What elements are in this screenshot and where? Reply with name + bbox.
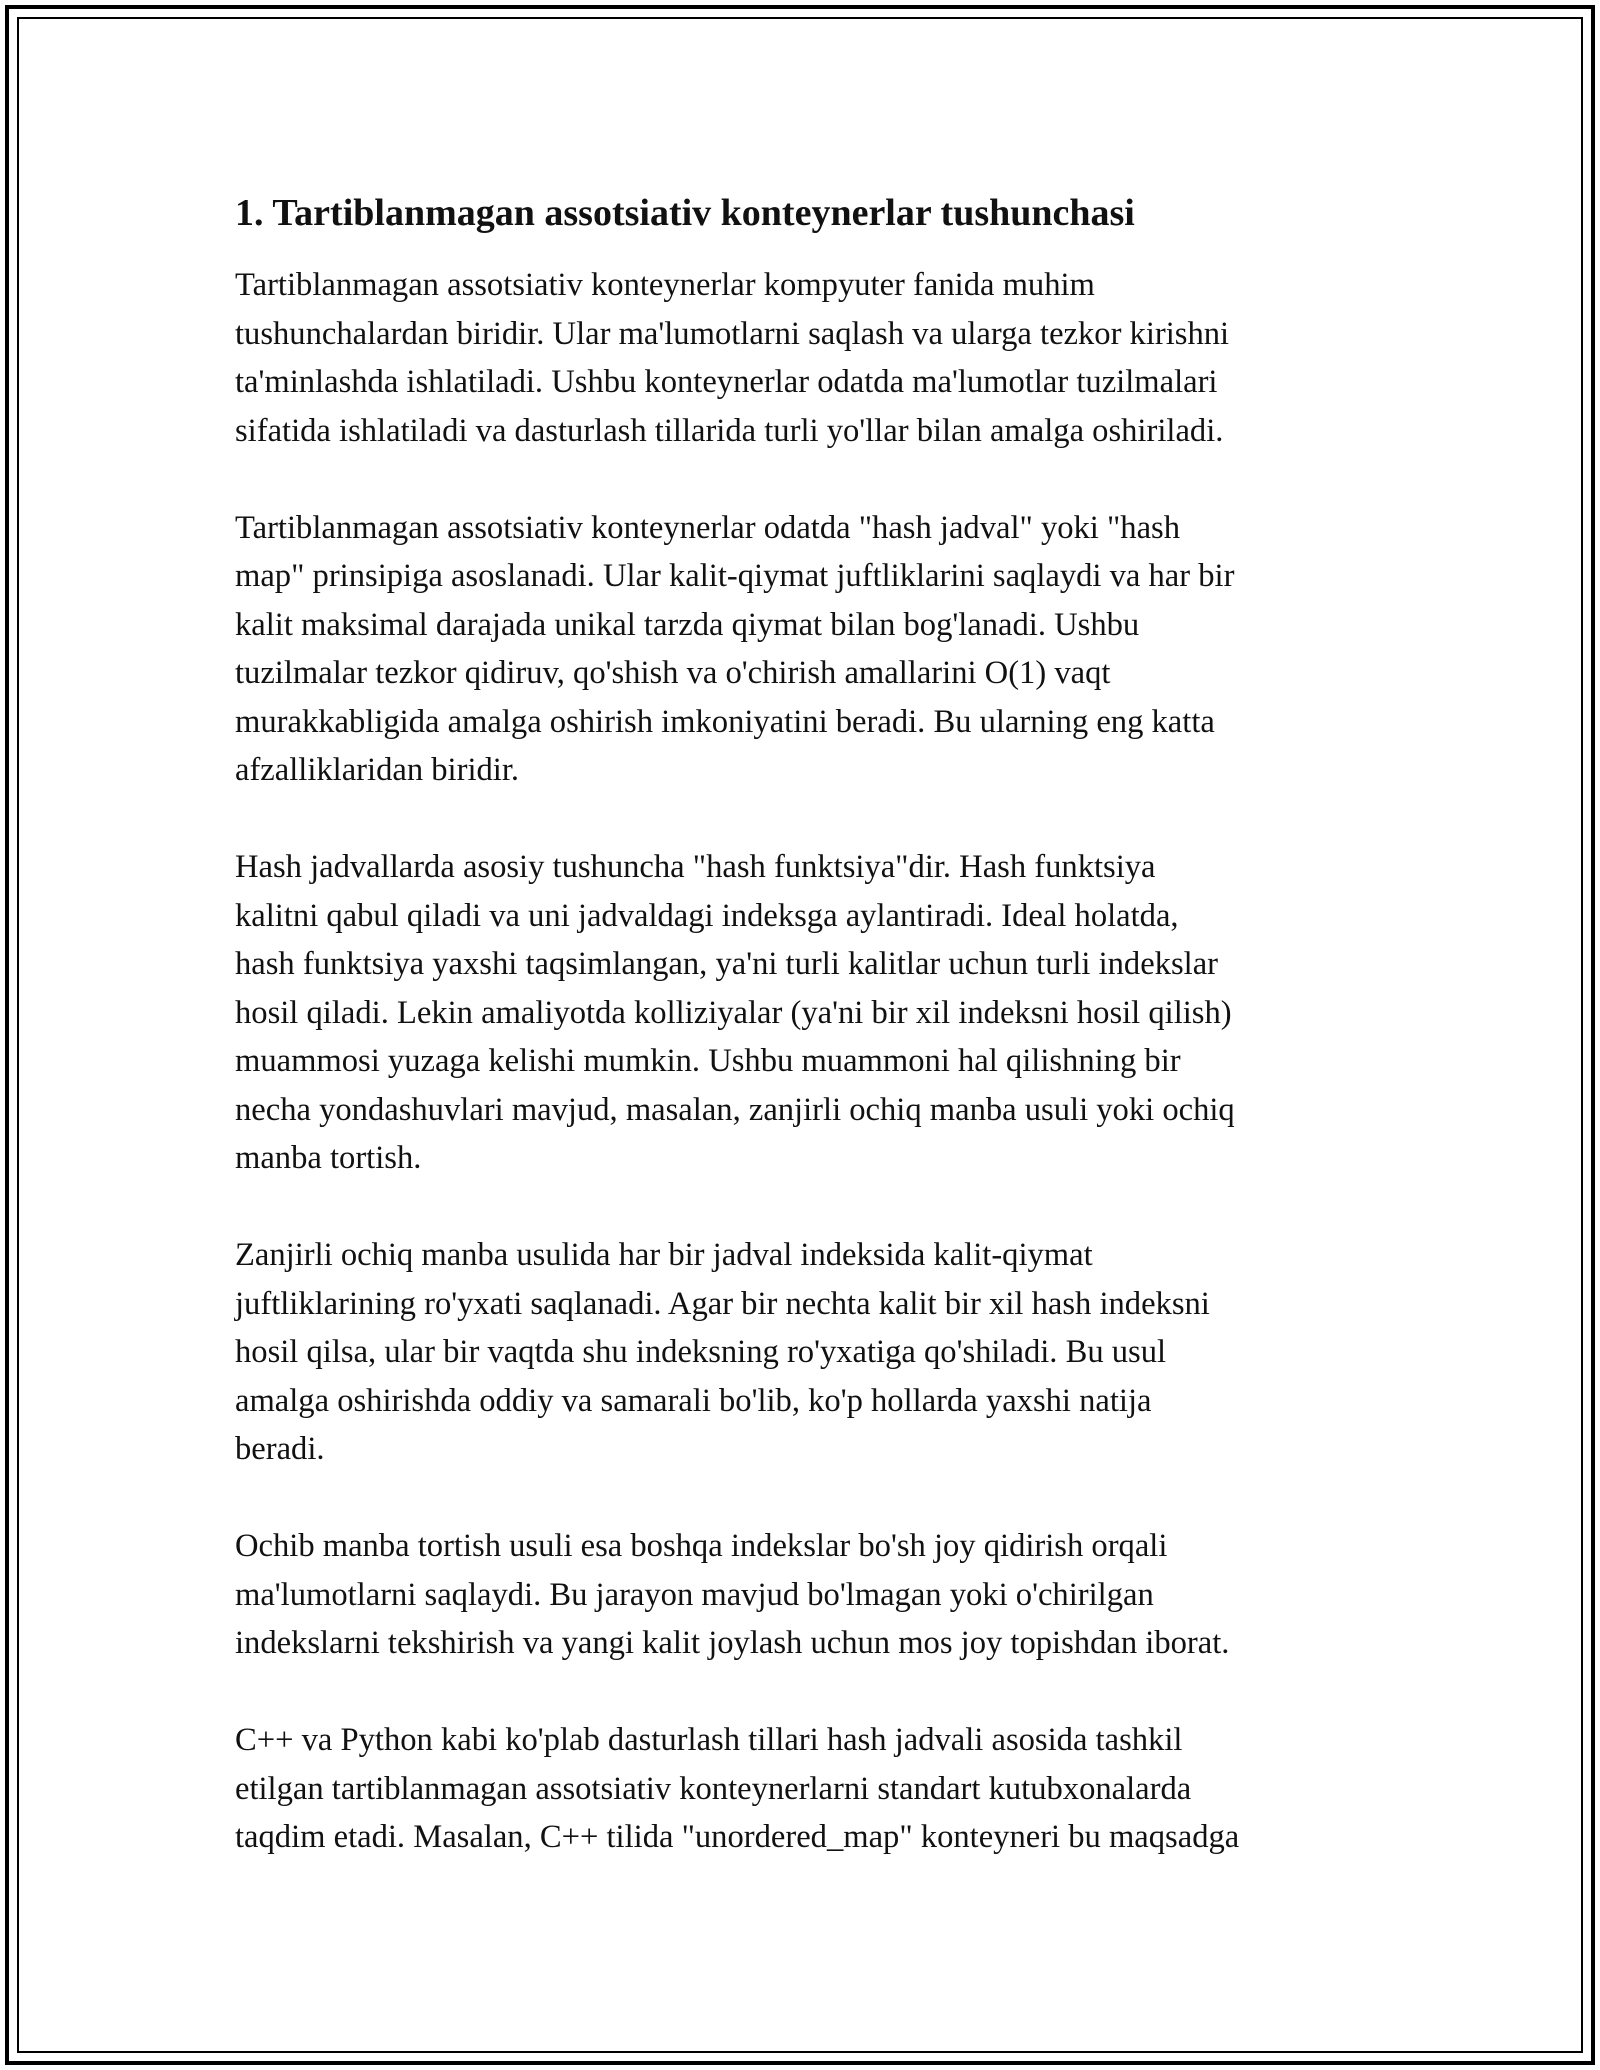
- text-line: muammosi yuzaga kelishi mumkin. Ushbu muammoni hal qilishning bir: [235, 1043, 1181, 1079]
- paragraph: [235, 1716, 1385, 1862]
- text-line: afzalliklaridan biridir.: [235, 752, 520, 788]
- text-line: manba tortish.: [235, 1140, 422, 1176]
- paragraph: [235, 1522, 1385, 1668]
- paragraph: [235, 843, 1385, 1183]
- text-line: beradi.: [235, 1431, 325, 1467]
- text-line: hash funktsiya yaxshi taqsimlangan, ya'ni turli kalitlar uchun turli indekslar: [235, 946, 1219, 982]
- text-line: necha yondashuvlari mavjud, masalan, zanjirli ochiq manba usuli yoki ochiq: [235, 1091, 1235, 1128]
- paragraph: [235, 504, 1385, 795]
- section-heading: 1. Tartiblanmagan assotsiativ konteynerlar tushunchasi: [235, 192, 1135, 234]
- text-line: tushunchalardan biridir. Ular ma'lumotlarni saqlash va ularga tezkor kirishni: [235, 315, 1230, 352]
- text-line: hosil qilsa, ular bir vaqtda shu indeksning ro'yxatiga qo'shiladi. Bu usul: [235, 1334, 1167, 1370]
- text-line: sifatida ishlatiladi va dasturlash tillarida turli yo'llar bilan amalga oshiriladi.: [235, 412, 1224, 449]
- text-line: taqdim etadi. Masalan, C++ tilida "unordered_map" konteyneri bu maqsadga: [235, 1819, 1240, 1855]
- text-line: juftliklarining ro'yxati saqlanadi. Agar bir nechta kalit bir xil hash indeksni: [235, 1285, 1210, 1322]
- text-line: Hash jadvallarda asosiy tushuncha "hash funktsiya"dir. Hash funktsiya: [235, 849, 1156, 885]
- text-line: kalitni qabul qiladi va uni jadvaldagi indeksga aylantiradi. Ideal holatda,: [235, 897, 1179, 934]
- text-line: etilgan tartiblanmagan assotsiativ konteynerlarni standart kutubxonalarda: [235, 1770, 1192, 1807]
- document-body: [235, 185, 1385, 1862]
- text-line: kalit maksimal darajada unikal tarzda qiymat bilan bog'lanadi. Ushbu: [235, 606, 1140, 643]
- text-line: C++ va Python kabi ko'plab dasturlash tillari hash jadvali asosida tashkil: [235, 1722, 1183, 1758]
- text-line: ma'lumotlarni saqlaydi. Bu jarayon mavjud bo'lmagan yoki o'chirilgan: [235, 1576, 1154, 1613]
- paragraph: [235, 1231, 1385, 1474]
- text-line: Tartiblanmagan assotsiativ konteynerlar odatda "hash jadval" yoki "hash: [235, 509, 1181, 546]
- text-line: Zanjirli ochiq manba usulida har bir jadval indeksida kalit-qiymat: [235, 1237, 1093, 1273]
- text-line: ta'minlashda ishlatiladi. Ushbu konteynerlar odatda ma'lumotlar tuzilmalari: [235, 364, 1218, 400]
- text-line: amalga oshirishda oddiy va samarali bo'lib, ko'p hollarda yaxshi natija: [235, 1382, 1152, 1419]
- text-line: murakkabligida amalga oshirish imkoniyatini beradi. Bu ularning eng katta: [235, 703, 1215, 740]
- paragraph: [235, 261, 1385, 455]
- text-line: map" prinsipiga asoslanadi. Ular kalit-qiymat juftliklarini saqlaydi va har bir: [235, 558, 1235, 594]
- text-line: hosil qiladi. Lekin amaliyotda kolliziyalar (ya'ni bir xil indeksni hosil qilish): [235, 994, 1232, 1031]
- text-line: tuzilmalar tezkor qidiruv, qo'shish va o'chirish amallarini O(1) vaqt: [235, 655, 1111, 691]
- text-line: indekslarni tekshirish va yangi kalit joylash uchun mos joy topishdan iborat.: [235, 1625, 1230, 1661]
- text-line: Tartiblanmagan assotsiativ konteynerlar kompyuter fanida muhim: [235, 267, 1095, 303]
- text-line: Ochib manba tortish usuli esa boshqa indekslar bo'sh joy qidirish orqali: [235, 1528, 1168, 1564]
